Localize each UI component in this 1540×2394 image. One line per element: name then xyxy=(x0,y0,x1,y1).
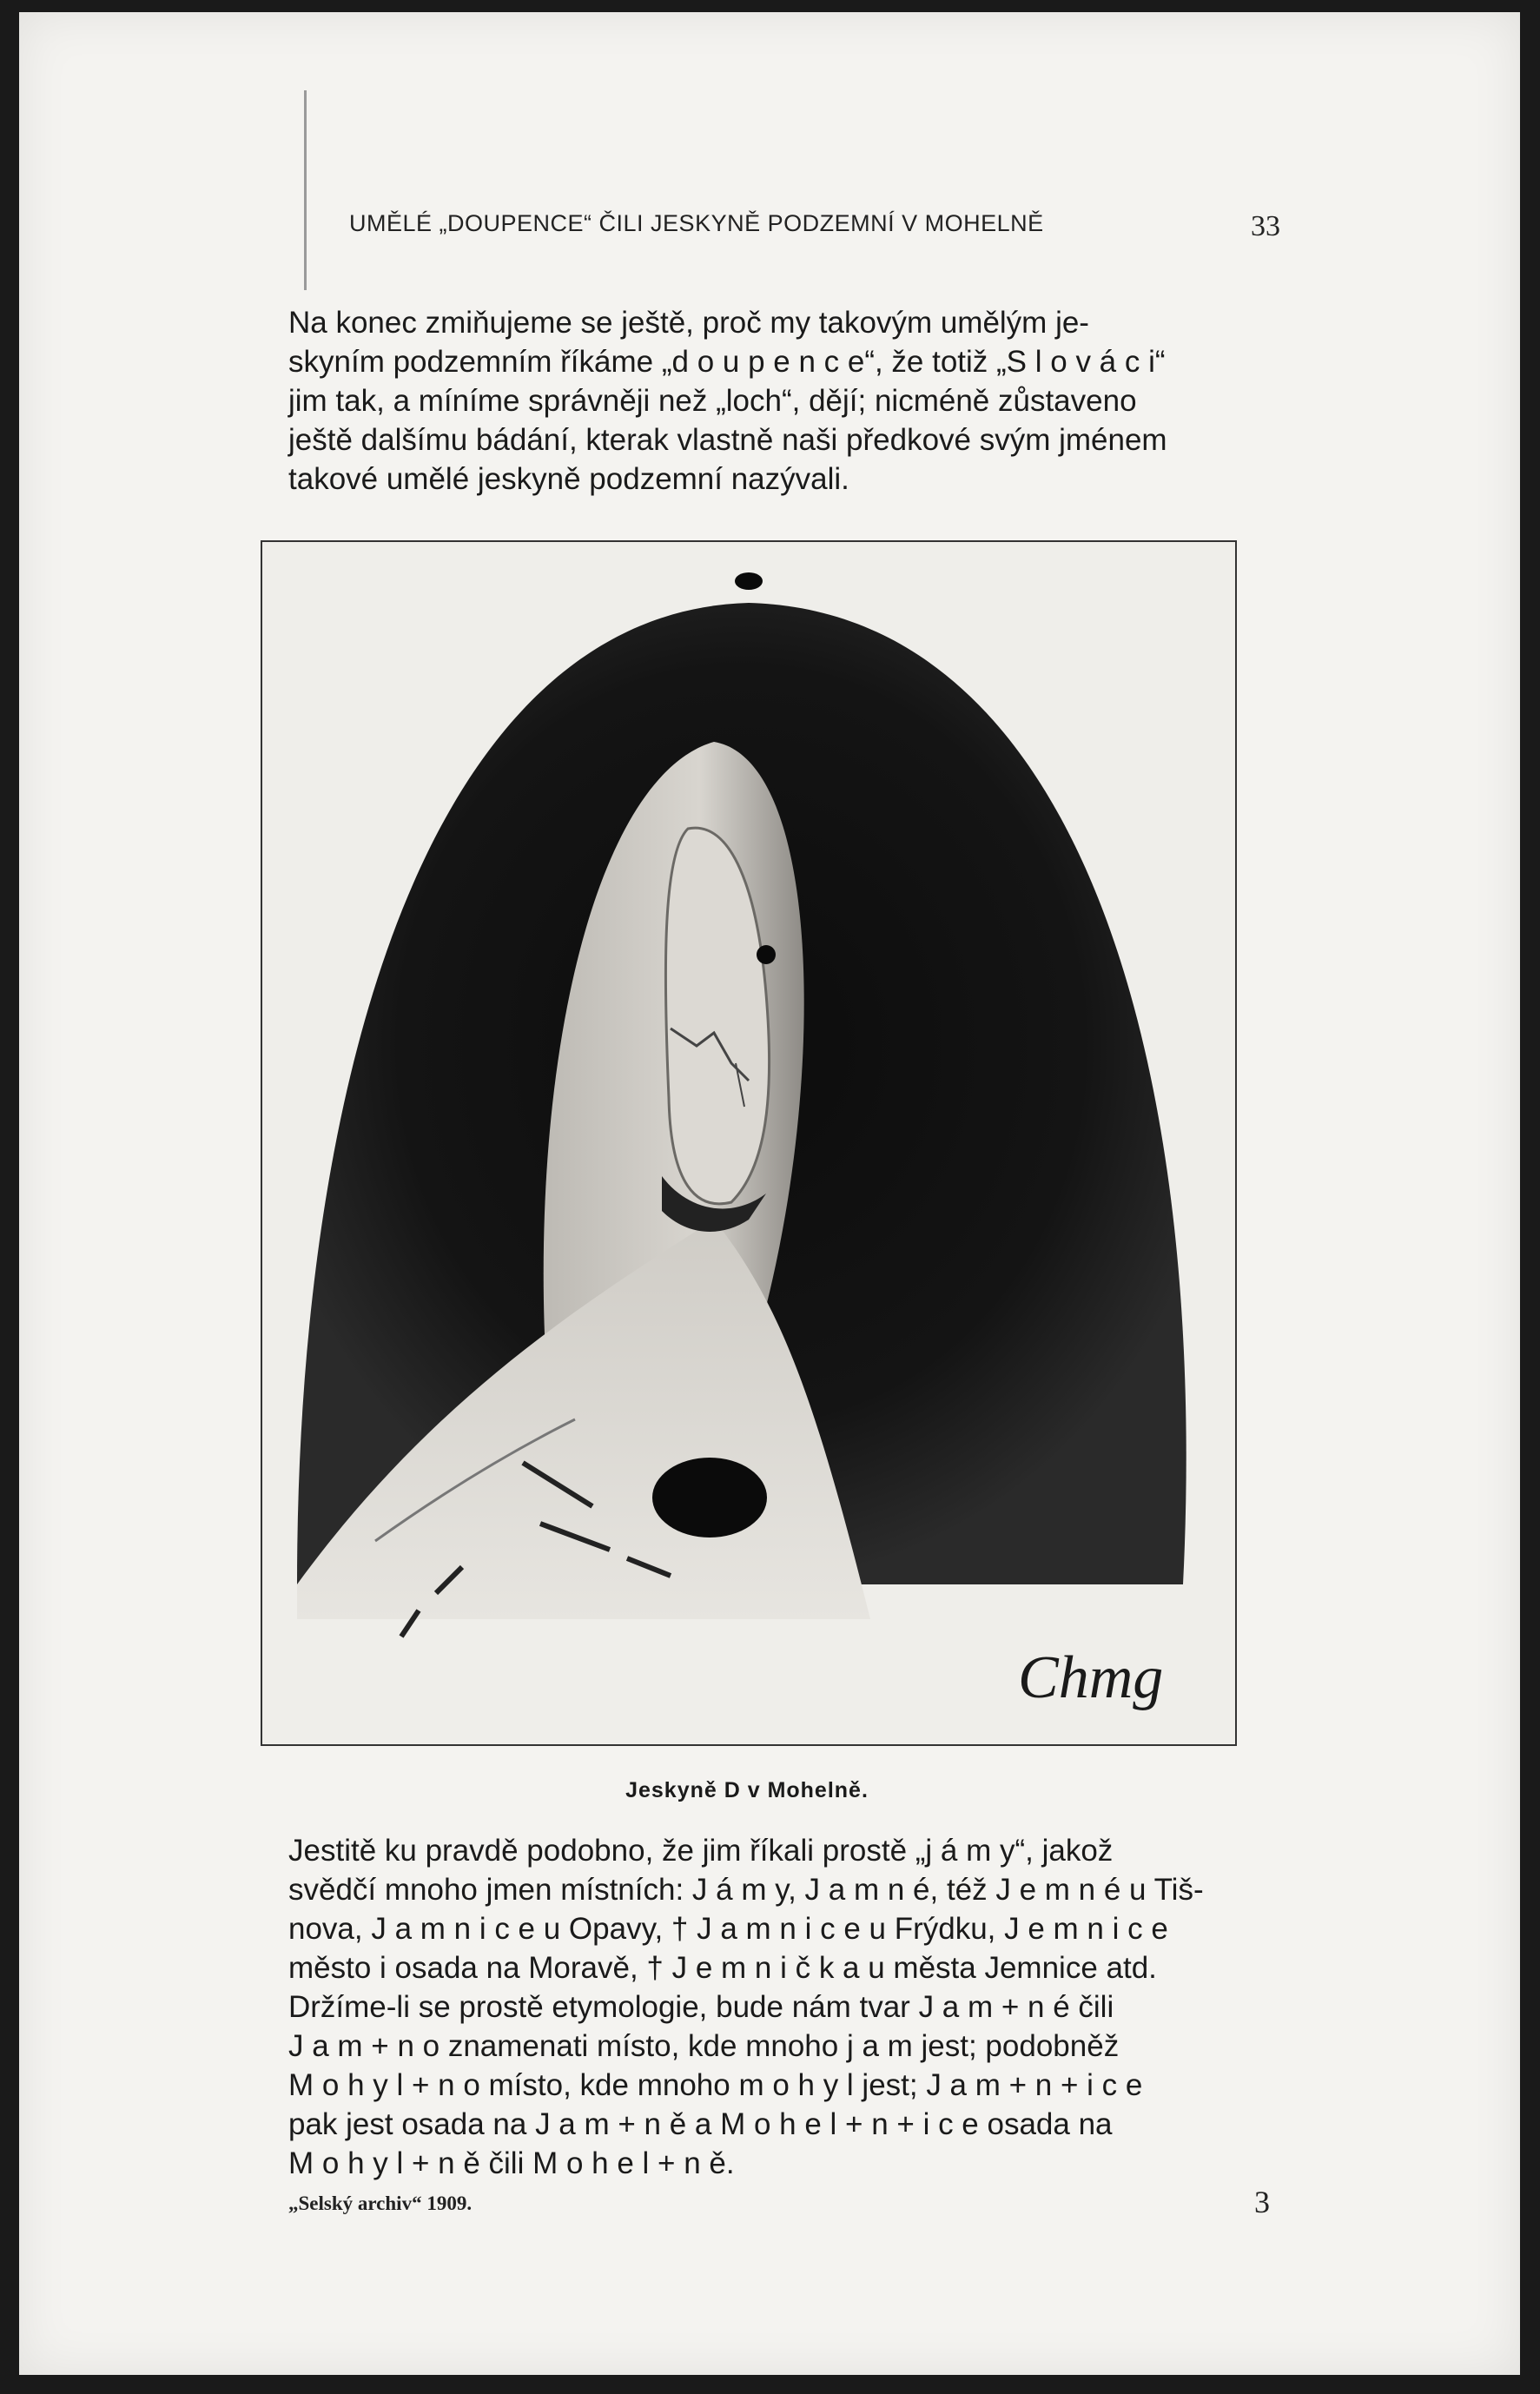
floor-pit xyxy=(652,1458,767,1538)
text-line: ještě dalšímu bádání, kterak vlastně naši předkové svým jménem xyxy=(288,423,1167,457)
page-number: 33 xyxy=(1251,210,1280,242)
text-line: takové umělé jeskyně podzemní nazývali. xyxy=(288,462,849,496)
text-line: Držíme-li se prostě etymologie, bude nám tvar J a m + n é čili xyxy=(288,1990,1114,2024)
margin-mark xyxy=(304,90,307,290)
text-line: svědčí mnoho jmen místních: J á m y, J a m n é, též J e m n é u Tiš- xyxy=(288,1873,1204,1907)
text-line: Na konec zmiňujeme se ještě, proč my takovým umělým je- xyxy=(288,306,1089,340)
text-line: město i osada na Moravě, † J e m n i č k a u města Jemnice atd. xyxy=(288,1951,1157,1985)
ceiling-hole xyxy=(735,572,763,590)
text-line: Jestitě ku pravdě podobno, že jim říkali prostě „j á m y“, jakož xyxy=(288,1834,1114,1868)
text-line: J a m + n o znamenati místo, kde mnoho j a m jest; podobněž xyxy=(288,2029,1120,2063)
figure-caption: Jeskyně D v Mohelně. xyxy=(625,1778,869,1802)
cave-drawing xyxy=(262,542,1235,1744)
book-page xyxy=(19,12,1520,2375)
text-line: pak jest osada na J a m + n ě a M o h e l + n + i c e osada na xyxy=(288,2107,1113,2141)
text-line: nova, J a m n i c e u Opavy, † J a m n i c e u Frýdku, J e m n i c e xyxy=(288,1912,1168,1946)
intro-paragraph xyxy=(288,303,1296,499)
cave-illustration xyxy=(261,540,1237,1746)
text-line: M o h y l + n ě čili M o h e l + n ě. xyxy=(288,2146,735,2180)
footer-source: „Selský archiv“ 1909. xyxy=(288,2192,473,2214)
small-hole xyxy=(757,945,776,964)
artist-signature: Chmg xyxy=(1018,1644,1164,1711)
running-title: UMĚLÉ „DOUPENCE“ ČILI JESKYNĚ PODZEMNÍ V MOHELNĚ xyxy=(349,210,1044,236)
text-line: skyním podzemním říkáme „d o u p e n c e“, že totiž „S l o v á c i“ xyxy=(288,345,1166,379)
body-paragraphs xyxy=(288,1831,1296,2183)
text-line: M o h y l + n o místo, kde mnoho m o h y l jest; J a m + n + i c e xyxy=(288,2068,1143,2102)
signature-number: 3 xyxy=(1254,2185,1270,2219)
text-line: jim tak, a míníme správněji než „loch“, dějí; nicméně zůstaveno xyxy=(288,384,1137,418)
